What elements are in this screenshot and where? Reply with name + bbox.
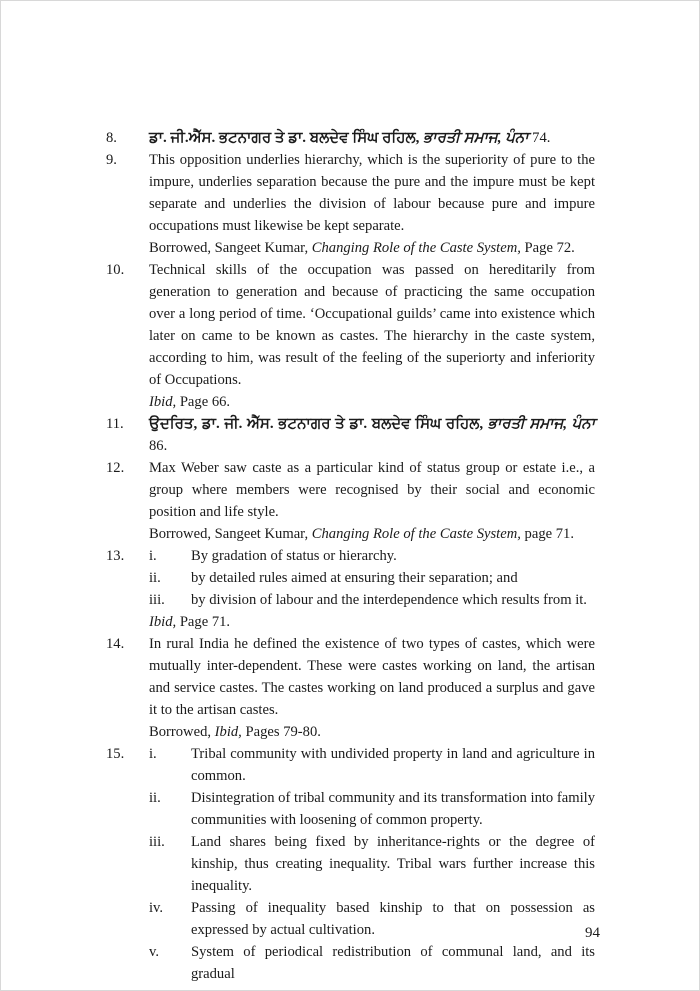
note-body [149, 413, 595, 457]
note-body [149, 457, 595, 545]
subitem-label: v. [149, 944, 159, 960]
note-body [149, 743, 595, 985]
text-segment: Page 72. [520, 240, 575, 256]
note-item [106, 545, 595, 633]
subitem-text [191, 787, 595, 831]
italic-text-segment: Ibid, [149, 394, 177, 410]
text-segment: Borrowed, Sangeet Kumar, [149, 240, 312, 256]
subitem-label: ii. [149, 790, 161, 806]
note-paragraph [149, 391, 595, 413]
text-segment: Max Weber saw caste as a particular kind of status group or estate i.e., a group where members were recognised by their social and economic position and life style. [149, 460, 595, 520]
text-segment: Passing of inequality based kinship to that on possession as expressed by actual cultivation. [191, 900, 595, 938]
notes-list [106, 127, 595, 985]
italic-text-segment: Changing Role of the Caste System, [311, 240, 521, 256]
subitem-label: iii. [149, 834, 165, 850]
subitem-label: iv. [149, 900, 164, 916]
note-number: 10. [106, 262, 125, 278]
note-subitem [149, 545, 595, 567]
text-segment: Borrowed, [149, 724, 215, 740]
note-number: 15. [106, 746, 125, 762]
text-segment: By gradation of status or hierarchy. [191, 548, 397, 564]
punjabi-text-segment: ਉਦਰਿਤ, ਡਾ. ਜੀ. ਐੱਸ. ਭਟਨਾਗਰ ਤੇ ਡਾ. ਬਲਦੇਵ ਸਿੰਘ ਰਹਿਲ, [149, 416, 488, 432]
note-body [149, 545, 595, 633]
note-item [106, 259, 595, 413]
note-subitem [149, 941, 595, 985]
text-segment: Tribal community with undivided property in land and agriculture in common. [191, 746, 595, 784]
note-subitem [149, 831, 595, 897]
note-subitem [149, 567, 595, 589]
page-number: 94 [585, 925, 600, 941]
subitem-text [191, 897, 595, 941]
note-body [149, 633, 595, 743]
italic-text-segment: Ibid, [214, 724, 242, 740]
note-body [149, 259, 595, 413]
note-number: 9. [106, 152, 117, 168]
punjabi-italic-text-segment: ਭਾਰਤੀ ਸਮਾਜ, ਪੰਨਾ [423, 130, 529, 146]
text-segment: In rural India he defined the existence of two types of castes, which were mutually inter-dependent. These were castes working on land, the artisan and service castes. The castes working on land produced a surplus and gave it to the artisan castes. [149, 636, 595, 718]
text-segment: 74. [528, 130, 551, 146]
note-number: 13. [106, 548, 125, 564]
note-number: 8. [106, 130, 117, 146]
punjabi-italic-text-segment: ਭਾਰਤੀ ਸਮਾਜ, ਪੰਨਾ [487, 416, 596, 432]
note-body [149, 127, 595, 149]
subitem-text [191, 567, 595, 589]
note-subitem [149, 787, 595, 831]
note-item [106, 149, 595, 259]
subitem-text [191, 831, 595, 897]
note-item [106, 413, 595, 457]
note-subitem [149, 743, 595, 787]
text-segment: Page 66. [176, 394, 231, 410]
note-paragraph [149, 523, 595, 545]
subitem-text [191, 941, 595, 985]
text-segment: Technical skills of the occupation was passed on hereditarily from generation to generation and because of practicing the same occupation over a long period of time. ‘Occupational guilds’ came into existence which later on came to be known as castes. The hierarchy in the caste system, according to him, was result of the feeling of the superiorty and inferiority of Occupations. [149, 262, 595, 388]
subitem-text [191, 545, 595, 567]
note-subitem [149, 589, 595, 611]
subitem-text [191, 589, 595, 611]
text-segment: Borrowed, Sangeet Kumar, [149, 526, 312, 542]
note-paragraph [149, 633, 595, 721]
text-segment: Pages 79-80. [241, 724, 321, 740]
note-paragraph [149, 259, 595, 391]
italic-text-segment: Changing Role of the Caste System, [311, 526, 521, 542]
text-segment: Page 71. [176, 614, 231, 630]
punjabi-text-segment: ਡਾ. ਜੀ.ਐੱਸ. ਭਟਨਾਗਰ ਤੇ ਡਾ. ਬਲਦੇਵ ਸਿੰਘ ਰਹਿਲ, [149, 130, 424, 146]
note-paragraph [149, 149, 595, 237]
note-paragraph [149, 721, 595, 743]
subitem-label: iii. [149, 592, 165, 608]
subitem-label: i. [149, 548, 157, 564]
note-number: 14. [106, 636, 125, 652]
note-subitem [149, 897, 595, 941]
note-paragraph [149, 237, 595, 259]
subitem-label: ii. [149, 570, 161, 586]
note-number: 11. [106, 416, 124, 432]
text-segment: System of periodical redistribution of communal land, and its gradual [191, 944, 595, 982]
text-segment: by division of labour and the interdependence which results from it. [191, 592, 587, 608]
note-paragraph [149, 457, 595, 523]
note-paragraph [149, 413, 595, 457]
note-paragraph [149, 127, 595, 149]
text-segment: 86. [149, 438, 168, 454]
text-segment: by detailed rules aimed at ensuring their separation; and [191, 570, 518, 586]
text-segment: page 71. [520, 526, 574, 542]
italic-text-segment: Ibid, [149, 614, 177, 630]
text-segment: Land shares being fixed by inheritance-rights or the degree of kinship, thus creating inequality. Tribal wars further increase this inequality. [191, 834, 595, 894]
note-item [106, 457, 595, 545]
note-paragraph [149, 611, 595, 633]
text-segment: This opposition underlies hierarchy, which is the superiority of pure to the impure, underlies separation because the pure and the impure must be kept separate and underlies the division of labour because pure and impure occupations must likewise be kept separate. [149, 152, 595, 234]
note-item [106, 633, 595, 743]
note-item [106, 127, 595, 149]
note-number: 12. [106, 460, 125, 476]
note-body [149, 149, 595, 259]
note-item [106, 743, 595, 985]
subitem-label: i. [149, 746, 157, 762]
subitem-text [191, 743, 595, 787]
text-segment: Disintegration of tribal community and its transformation into family communities with loosening of common property. [191, 790, 595, 828]
